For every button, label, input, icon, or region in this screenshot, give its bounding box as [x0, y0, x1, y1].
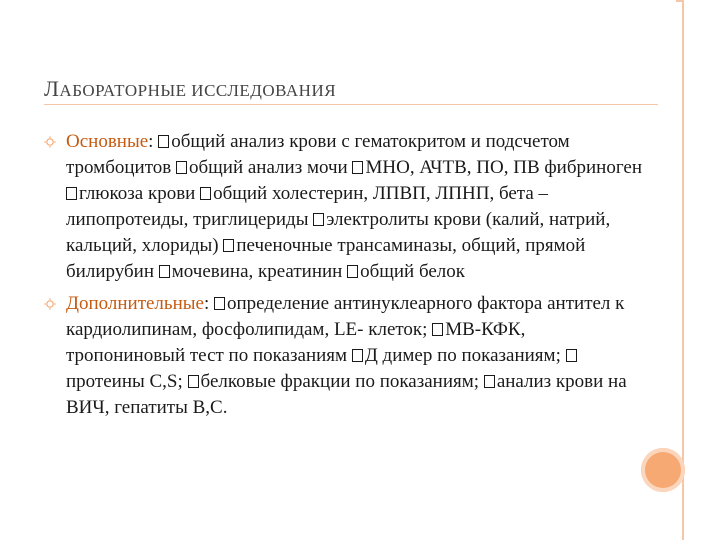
item-segment: протеины C,S; — [66, 371, 183, 392]
item-colon: : — [148, 131, 154, 152]
item-lead: Основные — [66, 131, 149, 152]
square-outline-icon — [223, 239, 234, 252]
square-outline-icon — [313, 213, 324, 226]
item-segment: глюкоза крови — [79, 183, 196, 204]
item-lead: Дополнительные — [66, 293, 204, 314]
item-colon: : — [203, 293, 210, 314]
square-outline-icon — [352, 349, 363, 362]
item-segment: печеночные трансаминазы, общий, прямой билирубин — [66, 235, 586, 282]
title-initial: Л — [44, 76, 60, 101]
title-underline — [44, 104, 658, 105]
item-segment: общий анализ крови с гематокритом и подсчетом тромбоцитов — [66, 131, 570, 178]
item-segment: общий белок — [360, 261, 466, 282]
item-segment: мочевина, креатинин — [171, 261, 343, 282]
bullet-item-main — [44, 129, 644, 285]
title-rest: АБОРАТОРНЫЕ ИССЛЕДОВАНИЯ — [59, 81, 337, 100]
item-segment: общий холестерин, ЛПВП, ЛПНП, бета – липопротеиды, триглицериды — [66, 183, 549, 230]
sun-ring-icon — [44, 136, 56, 148]
square-outline-icon — [188, 375, 199, 388]
sun-ring-icon — [44, 298, 56, 310]
item-segment: Д димер по показаниям; — [364, 345, 561, 366]
square-outline-icon — [66, 187, 77, 200]
slide-title — [44, 76, 336, 102]
item-segment: МНО, АЧТВ, ПО, ПВ фибриноген — [365, 157, 642, 178]
square-outline-icon — [200, 187, 211, 200]
square-outline-icon — [484, 375, 495, 388]
square-outline-icon — [158, 135, 169, 148]
square-outline-icon — [214, 297, 225, 310]
item-segment: белковые фракции по показаниям; — [200, 371, 480, 392]
square-outline-icon — [352, 161, 363, 174]
item-segment: анализ крови на ВИЧ, гепатиты В,С. — [66, 371, 627, 418]
decorative-circle — [641, 448, 685, 492]
square-outline-icon — [159, 265, 170, 278]
bullet-item-additional — [44, 291, 644, 421]
bullet-list — [44, 129, 644, 427]
item-segments — [66, 131, 642, 282]
square-outline-icon — [347, 265, 358, 278]
item-segment: общий анализ мочи — [188, 157, 348, 178]
item-segment: определение антинуклеарного фактора антител к кардиолипинам, фосфолипидам, LE- клеток; — [66, 293, 625, 340]
item-segment: электролиты крови (калий, натрий, кальций, хлориды) — [66, 209, 611, 256]
item-segment: МВ-КФК, тропониновый тест по показаниям — [66, 319, 526, 366]
square-outline-icon — [432, 323, 443, 336]
square-outline-icon — [566, 349, 577, 362]
square-outline-icon — [176, 161, 187, 174]
